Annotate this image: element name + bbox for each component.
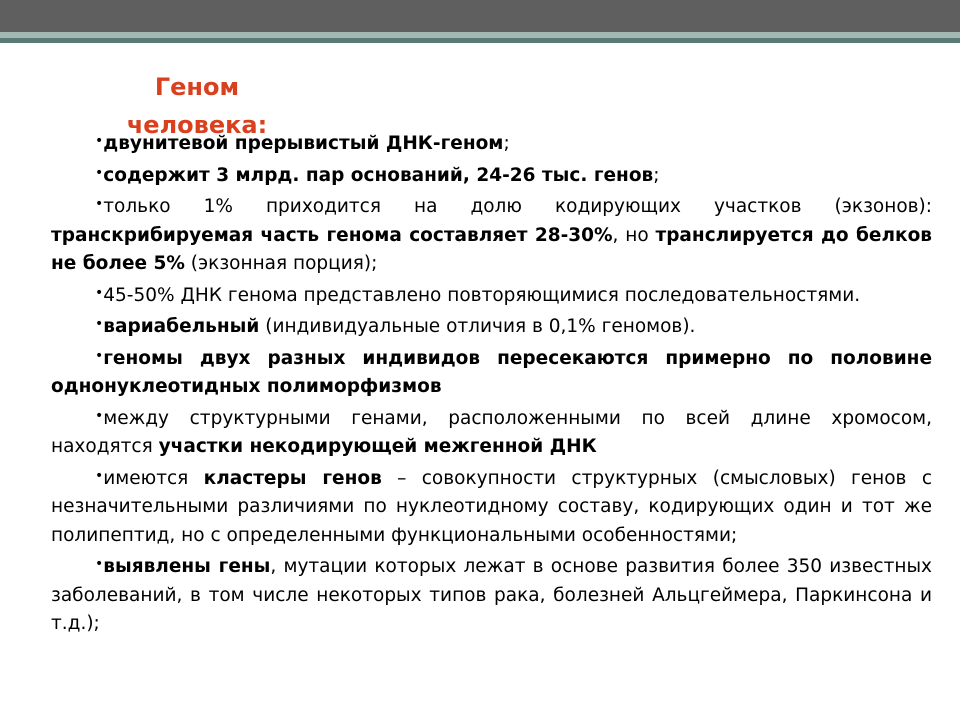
bullet-marker: •: [95, 284, 104, 301]
bullet-item: [51, 310, 932, 342]
bullet-marker: •: [95, 407, 104, 424]
bullet-item: [51, 550, 932, 639]
bullet-item: [51, 190, 932, 279]
bullet-marker: •: [95, 467, 104, 484]
bullet-marker: •: [95, 556, 104, 572]
bold-text: содержит 3 млрд. пар оснований, 24-26 тыс. генов: [103, 164, 654, 186]
bold-text: двунитевой прерывистый ДНК-геном: [103, 133, 504, 154]
text: 45-50% ДНК генома представлено повторяющимися последовательностями.: [103, 284, 861, 306]
bullet-marker: •: [95, 164, 104, 181]
bullet-item: [51, 402, 932, 462]
text: только 1% приходится на долю кодирующих участков (экзонов):: [103, 196, 932, 217]
text: между структурными генами, расположенными по всей длине хромосом, находятся: [51, 407, 932, 457]
bullet-list: [51, 127, 932, 639]
text: ;: [653, 164, 660, 186]
text: , мутации которых лежат в основе развития более 350 известных заболеваний, в том числе некоторых типов рака, болезней Альцгеймера, Паркинсона и т.д.);: [51, 556, 932, 634]
bold-text: транслируется до белков не более 5%: [51, 224, 932, 274]
bold-text: выявлены гены: [103, 556, 271, 577]
text: (индивидуальные отличия в 0,1% геномов).: [259, 316, 696, 337]
bullet-marker: •: [95, 133, 104, 149]
bullet-item: [51, 279, 932, 311]
bullet-item: [51, 462, 932, 551]
bullet-marker: •: [95, 316, 104, 332]
text: (экзонная порция);: [184, 253, 378, 274]
text: имеются: [103, 467, 204, 489]
text: , но: [612, 224, 656, 246]
text: – совокупности структурных (смысловых) генов с незначительными различиями по нуклеотидному составу, кодирующих один и тот же полипептид, но с определенными функциональными особенностями;: [51, 467, 932, 546]
bullet-marker: •: [95, 196, 104, 212]
bold-text: геномы двух разных индивидов пересекаются примерно по половине однонуклеотидных полиморфизмов: [51, 347, 932, 397]
header-bar: [0, 0, 960, 32]
header-stripe-dark: [0, 38, 960, 43]
bullet-marker: •: [95, 347, 104, 364]
slide-title: Геном человека:: [126, 73, 268, 139]
bullet-item: [51, 159, 932, 191]
bullet-item: [51, 127, 932, 159]
bullet-item: [51, 342, 932, 402]
bold-text: участки некодирующей межгенной ДНК: [158, 436, 597, 457]
bold-text: вариабельный: [103, 316, 260, 337]
text: ;: [503, 133, 510, 154]
bold-text: кластеры генов: [203, 467, 382, 489]
bold-text: транскрибируемая часть генома составляет 28-30%: [51, 224, 613, 246]
